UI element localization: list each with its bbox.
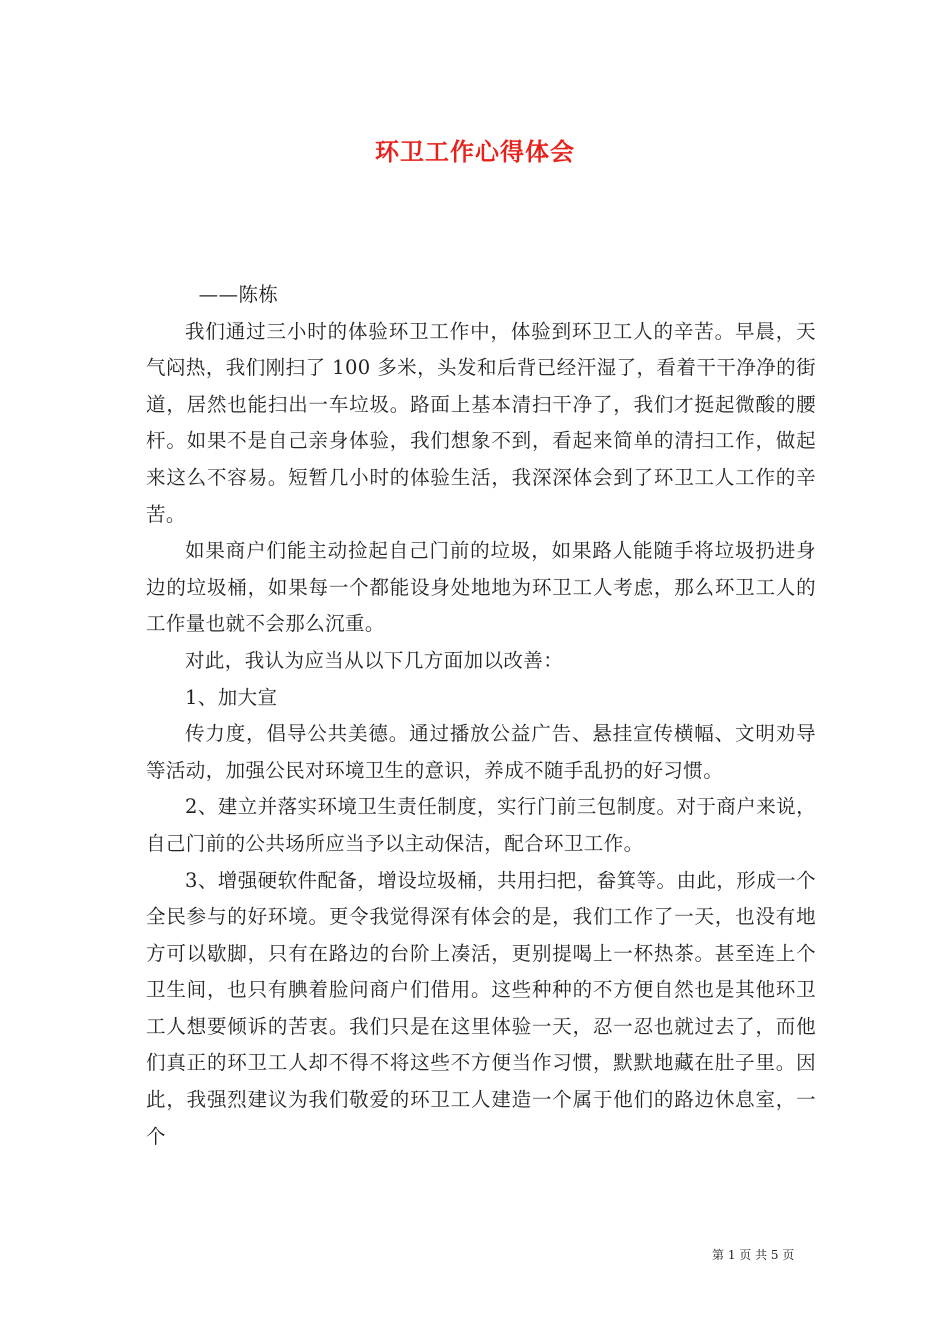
paragraph: 如果商户们能主动捡起自己门前的垃圾，如果路人能随手将垃圾扔进身边的垃圾桶，如果每一个都能设身处地地为环卫工人考虑，那么环卫工人的工作量也就不会那么沉重。 [146,539,816,636]
paragraph: 传力度，倡导公共美德。通过播放公益广告、悬挂宣传横幅、文明劝导等活动，加强公民对环境卫生的意识，养成不随手乱扔的好习惯。 [146,722,816,782]
author-line: ——陈栋 [198,283,279,306]
paragraph: 1、加大宣 [185,685,278,709]
paragraph: 对此，我认为应当从以下几方面加以改善： [185,648,564,672]
paragraph: 我们通过三小时的体验环卫工作中，体验到环卫工人的辛苦。早晨，天气闷热，我们刚扫了 100 多米，头发和后背已经汗湿了，看着干干净净的街道，居然也能扫出一车垃圾。路面上基本清扫干净了，我们才挺起微酸的腰杆。如果不是自己亲身体验，我们想象不到，看起来简单的清扫工作，做起来这么不容易。短暂几小时的体验生活，我深深体会到了环卫工人工作的辛苦。 [146,319,816,526]
paragraph: 3、增强硬软件配备，增设垃圾桶，共用扫把，畚箕等。由此，形成一个全民参与的好环境。更令我觉得深有体会的是，我们工作了一天，也没有地方可以歇脚，只有在路边的台阶上凑活，更别提喝上一杯热茶。甚至连上个卫生间，也只有腆着脸问商户们借用。这些种种的不方便自然也是其他环卫工人想要倾诉的苦衷。我们只是在这里体验一天，忍一忍也就过去了，而他们真正的环卫工人却不得不将这些不方便当作习惯，默默地藏在肚子里。因此，我强烈建议为我们敬爱的环卫工人建造一个属于他们的路边休息室，一个 [146,868,816,1148]
document-body [146,277,816,1155]
page-number: 第 1 页 共 5 页 [712,1248,795,1262]
document-title: 环卫工作心得体会 [375,137,575,166]
paragraph: 2、建立并落实环境卫生责任制度，实行门前三包制度。对于商户来说，自己门前的公共场所应当予以主动保洁，配合环卫工作。 [146,795,816,855]
